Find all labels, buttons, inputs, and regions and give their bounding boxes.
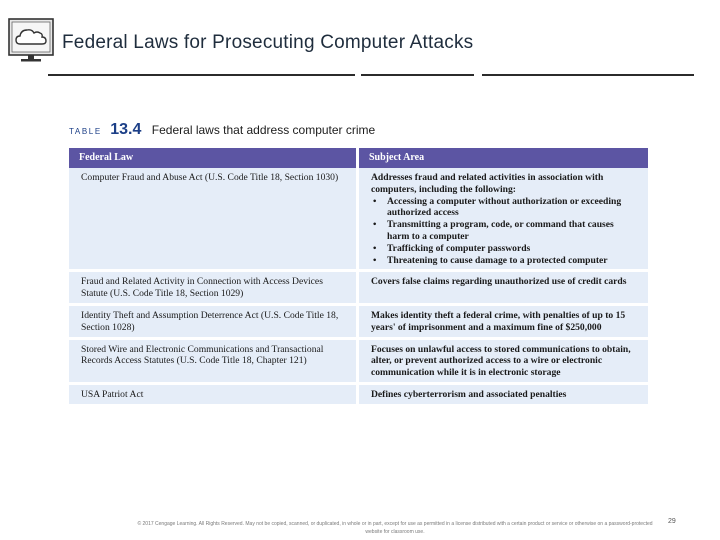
subject-bullet-list — [371, 196, 638, 267]
caption-table-word: TABLE — [69, 127, 102, 136]
column-header-federal-law: Federal Law — [69, 148, 358, 168]
table-header-row — [69, 148, 648, 168]
subject-cell: Makes identity theft a federal crime, with penalties of up to 15 years' of imprisonment and a maximum fine of $250,000 — [358, 304, 649, 338]
table-row — [69, 383, 648, 405]
bullet-item: • Accessing a computer without authorization or exceeding authorized access — [371, 196, 638, 220]
bullet-item: • Transmitting a program, code, or command that causes harm to a computer — [371, 219, 638, 243]
bullet-item: • Trafficking of computer passwords — [371, 243, 638, 255]
copyright-footer: © 2017 Cengage Learning. All Rights Reserved. May not be copied, scanned, or duplicated, in whole or in part, except for use as permitted in a license distributed with a certain product or service or otherwise on a password-protected website for classroom use. — [137, 521, 653, 535]
table-row — [69, 304, 648, 338]
caption-number: 13.4 — [110, 121, 142, 138]
bullet-item: • Threatening to cause damage to a protected computer — [371, 255, 638, 267]
law-cell: Fraud and Related Activity in Connection with Access Devices Statute (U.S. Code Title 18, Section 1029) — [69, 271, 358, 305]
federal-laws-table — [69, 148, 648, 407]
subject-cell: Covers false claims regarding unauthorized use of credit cards — [358, 271, 649, 305]
table-row — [69, 271, 648, 305]
cloud-computer-icon — [8, 18, 54, 64]
caption-title: Federal laws that address computer crime — [151, 123, 376, 137]
title-divider — [48, 74, 694, 76]
table-caption — [69, 121, 375, 139]
law-cell: Identity Theft and Assumption Deterrence Act (U.S. Code Title 18, Section 1028) — [69, 304, 358, 338]
page-number: 29 — [668, 518, 676, 525]
subject-cell: Focuses on unlawful access to stored communications to obtain, alter, or prevent authorized access to a wire or electronic communication while it is in electronic storage — [358, 338, 649, 383]
law-cell: Computer Fraud and Abuse Act (U.S. Code Title 18, Section 1030) — [69, 168, 358, 271]
column-header-subject-area: Subject Area — [358, 148, 649, 168]
subject-cell: Defines cyberterrorism and associated penalties — [358, 383, 649, 405]
subject-text: Addresses fraud and related activities in association with computers, including the following: — [371, 172, 604, 195]
slide-title: Federal Laws for Prosecuting Computer Attacks — [62, 32, 474, 53]
subject-cell — [358, 168, 649, 271]
law-cell: Stored Wire and Electronic Communications and Transactional Records Access Statutes (U.S. Code Title 18, Chapter 121) — [69, 338, 358, 383]
law-cell: USA Patriot Act — [69, 383, 358, 405]
table-row — [69, 338, 648, 383]
table-row — [69, 168, 648, 271]
